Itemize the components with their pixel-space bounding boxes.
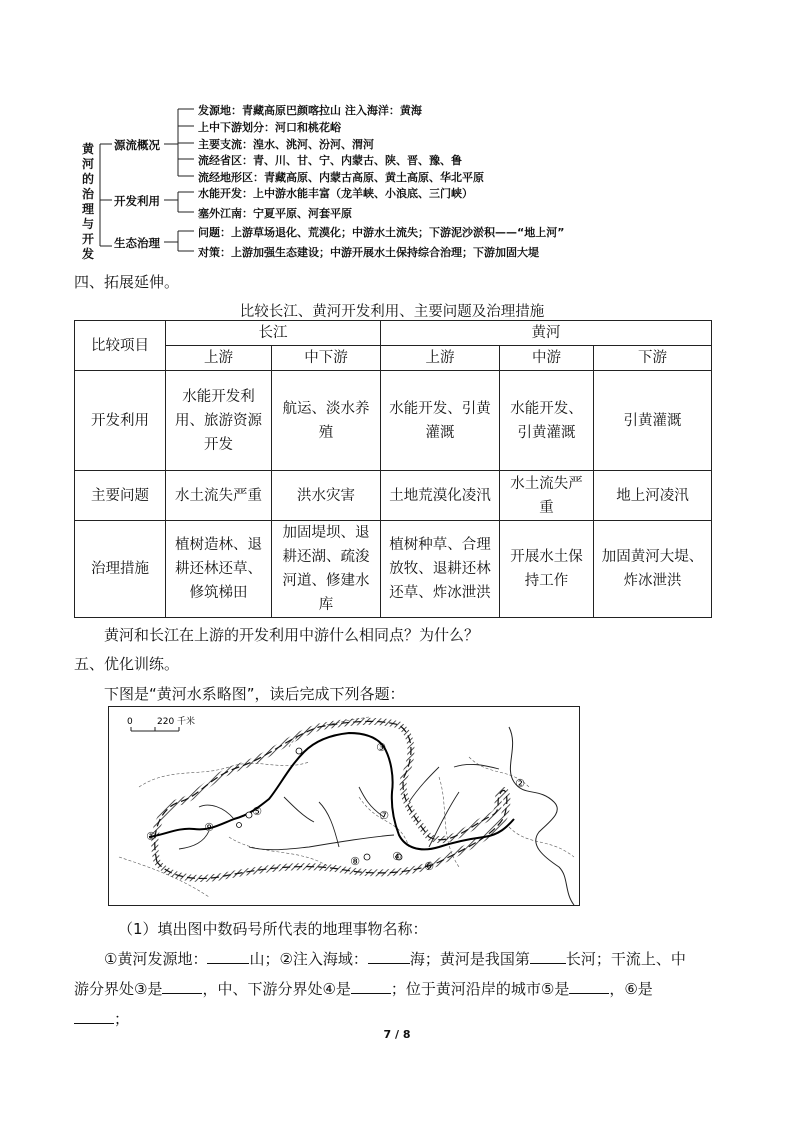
table-cell: 加固黄河大堤、炸冰泄洪	[594, 521, 712, 618]
answer-blank[interactable]	[351, 979, 391, 994]
table-caption: 比较长江、黄河开发利用、主要问题及治理措施	[239, 304, 545, 320]
fill-text: 游分界处③是	[74, 980, 163, 998]
fill-text: 海；黄河是我国第	[409, 950, 530, 968]
table-cell: 水能开发利用、旅游资源开发	[166, 371, 272, 471]
mind-map	[74, 100, 634, 260]
table-cell: 引黄灌溉	[594, 371, 712, 471]
table-header-cell: 黄河	[381, 321, 712, 346]
table-row-label: 开发利用	[75, 371, 166, 471]
table-subheader-cell: 中下游	[272, 346, 381, 371]
table-cell: 洪水灾害	[272, 471, 381, 521]
question-text: 黄河和长江在上游的开发利用中游什么相同点？为什么？	[104, 626, 480, 644]
table-subheader-cell: 上游	[166, 346, 272, 371]
scale-label: 220 千米	[157, 717, 196, 727]
branch-label: 源流概况	[114, 138, 160, 152]
page-number: 7 / 8	[383, 1028, 411, 1041]
mind-map-leaf: 流经地形区：青藏高原、内蒙古高原、黄土高原、华北平原	[198, 171, 484, 184]
fill-line-1	[104, 948, 686, 969]
marker-8: ⑧	[350, 855, 360, 868]
mind-map-leaf: 对策：上游加强生态建设；中游开展水土保持综合治理；下游加固大堤	[198, 246, 539, 259]
mind-map-leaf: 发源地：青藏高原巴颜喀拉山 注入海洋：黄海	[198, 104, 422, 117]
fill-text: ①黄河发源地：	[104, 950, 208, 968]
fill-text: ；位于黄河沿岸的城市⑤是	[390, 980, 570, 998]
table-subheader-cell: 中游	[500, 346, 594, 371]
marker-3: ③	[376, 741, 386, 754]
fill-text: ，⑥是	[609, 980, 653, 998]
mind-map-leaf: 水能开发：上中游水能丰富（龙羊峡、小浪底、三门峡）	[198, 187, 473, 200]
marker-5: ⑤	[252, 805, 262, 818]
mind-map-root: 黄河的治理与开发	[81, 142, 94, 261]
answer-blank[interactable]	[569, 979, 609, 994]
table-header-cell: 比较项目	[75, 321, 166, 371]
mind-map-leaf: 主要支流：湟水、洮河、汾河、渭河	[198, 138, 374, 151]
table-header-cell: 长江	[166, 321, 381, 346]
marker-1: ①	[146, 830, 156, 843]
map-intro: 下图是“黄河水系略图”，读后完成下列各题：	[104, 685, 405, 703]
marker-9: ⑨	[204, 821, 214, 834]
mind-map-leaf: 问题：上游草场退化、荒漠化；中游水土流失；下游泥沙淤积——“地上河”	[198, 226, 565, 239]
mind-map-leaf: 塞外江南：宁夏平原、河套平原	[198, 207, 352, 220]
table-cell: 植树种草、合理放牧、退耕还林还草、炸冰泄洪	[381, 521, 500, 618]
marker-7: ⑦	[379, 809, 389, 822]
table-subheader-cell: 下游	[594, 346, 712, 371]
table-cell: 开展水土保持工作	[500, 521, 594, 618]
fill-text: ，中、下游分界处④是	[202, 980, 351, 998]
answer-blank[interactable]	[207, 949, 249, 964]
section-heading: 五、优化训练。	[74, 655, 180, 673]
table-row	[75, 371, 712, 471]
mind-map-leaf: 上中下游划分：河口和桃花峪	[198, 121, 341, 134]
mind-map-leaf: 流经省区：青、川、甘、宁、内蒙古、陕、晋、豫、鲁	[198, 154, 462, 167]
fill-line-2	[74, 978, 653, 999]
marker-2: ②	[515, 777, 525, 790]
fill-text: 山；②注入海域：	[249, 950, 368, 968]
table-subheader-cell: 上游	[381, 346, 500, 371]
yellow-river-map	[108, 706, 580, 906]
table-cell: 水土流失严重	[166, 471, 272, 521]
map-drawing	[109, 707, 579, 905]
branch-label: 生态治理	[114, 236, 160, 250]
table-row	[75, 521, 712, 618]
scale-zero: 0	[127, 717, 133, 727]
table-cell: 水能开发、引黄灌溉	[500, 371, 594, 471]
table-cell: 植树造林、退耕还林还草、修筑梯田	[166, 521, 272, 618]
marker-4: ④	[392, 850, 402, 863]
marker-6: ⑥	[424, 860, 434, 873]
section-heading: 四、拓展延伸。	[74, 273, 180, 291]
table-cell: 水能开发、引黄灌溉	[381, 371, 500, 471]
fill-text: ；	[114, 1010, 130, 1028]
table-cell: 航运、淡水养殖	[272, 371, 381, 471]
answer-blank[interactable]	[74, 1009, 114, 1024]
question-1: （1）填出图中数码号所代表的地理事物名称：	[118, 920, 428, 938]
answer-blank[interactable]	[368, 949, 410, 964]
table-row-label: 治理措施	[75, 521, 166, 618]
table-cell: 地上河凌汛	[594, 471, 712, 521]
table-cell: 土地荒漠化凌汛	[381, 471, 500, 521]
branch-label: 开发利用	[114, 194, 160, 208]
comparison-table	[74, 320, 712, 618]
answer-blank[interactable]	[162, 979, 202, 994]
answer-blank[interactable]	[530, 949, 566, 964]
table-row-label: 主要问题	[75, 471, 166, 521]
table-cell: 水土流失严重	[500, 471, 594, 521]
fill-line-3	[74, 1008, 129, 1029]
fill-text: 长河；干流上、中	[565, 950, 686, 968]
table-row	[75, 471, 712, 521]
table-cell: 加固堤坝、退耕还湖、疏浚河道、修建水库	[272, 521, 381, 618]
